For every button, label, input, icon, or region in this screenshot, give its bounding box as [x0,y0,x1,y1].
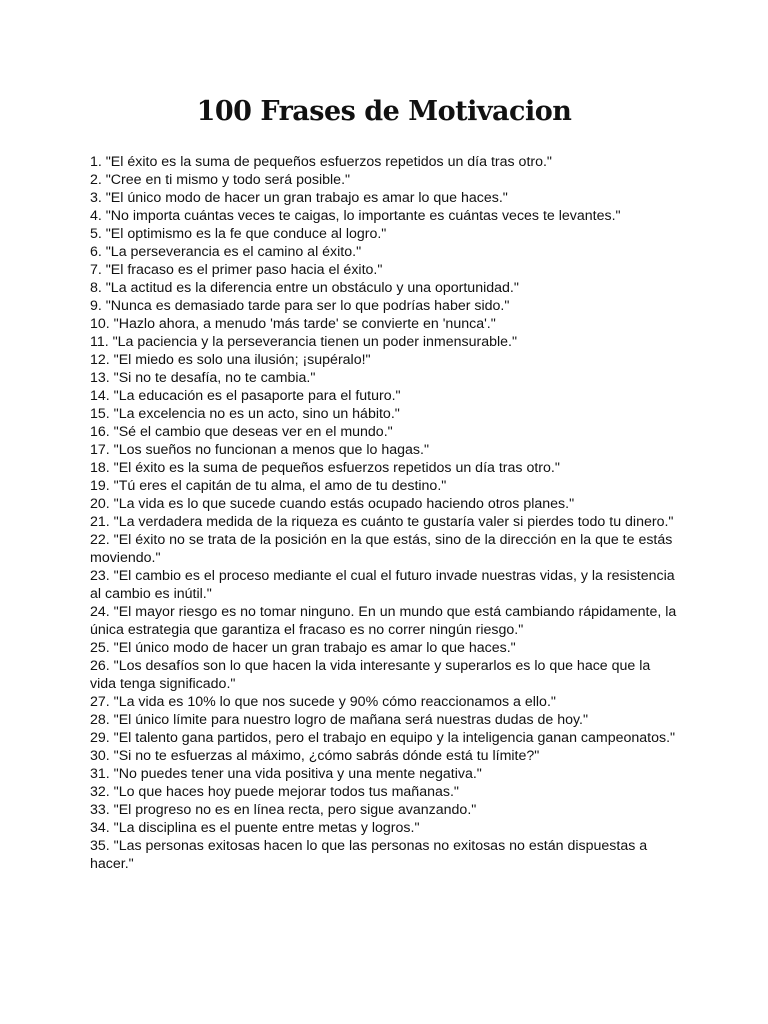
quote-item: 18. "El éxito es la suma de pequeños esfuerzos repetidos un día tras otro." [90,460,560,476]
quote-item: 12. "El miedo es solo una ilusión; ¡supéralo!" [90,352,371,368]
quote-item: 1. "El éxito es la suma de pequeños esfuerzos repetidos un día tras otro." [90,154,552,170]
quote-item: 29. "El talento gana partidos, pero el trabajo en equipo y la inteligencia ganan campeonatos." [90,730,676,746]
quote-item: 7. "El fracaso es el primer paso hacia el éxito." [90,262,383,278]
quote-item: 16. "Sé el cambio que deseas ver en el mundo." [90,424,393,440]
quote-item: 19. "Tú eres el capitán de tu alma, el amo de tu destino." [90,478,447,494]
quote-item: 27. "La vida es 10% lo que nos sucede y 90% cómo reaccionamos a ello." [90,694,556,710]
quote-item: 17. "Los sueños no funcionan a menos que lo hagas." [90,442,429,458]
quote-item: 31. "No puedes tener una vida positiva y una mente negativa." [90,766,482,782]
quote-item: 34. "La disciplina es el puente entre metas y logros." [90,820,420,836]
quote-item: 2. "Cree en ti mismo y todo será posible." [90,172,351,188]
quote-item: 4. "No importa cuántas veces te caigas, lo importante es cuántas veces te levantes." [90,208,621,224]
quote-list [90,153,680,873]
quote-item: 20. "La vida es lo que sucede cuando estás ocupado haciendo otros planes." [90,496,575,512]
quote-item: 14. "La educación es el pasaporte para el futuro." [90,388,401,404]
quote-item: 32. "Lo que haces hoy puede mejorar todos tus mañanas." [90,784,459,800]
quote-item: 13. "Si no te desafía, no te cambia." [90,370,316,386]
quote-item: 35. "Las personas exitosas hacen lo que las personas no exitosas no están dispuestas a hacer." [90,838,648,872]
quote-item: 24. "El mayor riesgo es no tomar ninguno. En un mundo que está cambiando rápidamente, la única estrategia que garantiza el fracaso es no correr ningún riesgo." [90,604,677,638]
quote-item: 25. "El único modo de hacer un gran trabajo es amar lo que haces." [90,640,516,656]
quote-item: 33. "El progreso no es en línea recta, pero sigue avanzando." [90,802,477,818]
quote-item: 21. "La verdadera medida de la riqueza es cuánto te gustaría valer si pierdes todo tu dinero." [90,514,674,530]
quote-item: 5. "El optimismo es la fe que conduce al logro." [90,226,387,242]
quote-item: 28. "El único límite para nuestro logro de mañana será nuestras dudas de hoy." [90,712,588,728]
quote-item: 3. "El único modo de hacer un gran trabajo es amar lo que haces." [90,190,508,206]
quote-item: 15. "La excelencia no es un acto, sino un hábito." [90,406,400,422]
quote-item: 11. "La paciencia y la perseverancia tienen un poder inmensurable." [90,334,518,350]
quote-item: 10. "Hazlo ahora, a menudo 'más tarde' se convierte en 'nunca'." [90,316,496,332]
quote-item: 9. "Nunca es demasiado tarde para ser lo que podrías haber sido." [90,298,510,314]
quote-item: 30. "Si no te esfuerzas al máximo, ¿cómo sabrás dónde está tu límite?" [90,748,540,764]
quote-item: 22. "El éxito no se trata de la posición en la que estás, sino de la dirección en la que te estás moviendo." [90,532,673,566]
quote-item: 8. "La actitud es la diferencia entre un obstáculo y una oportunidad." [90,280,519,296]
quote-item: 6. "La perseverancia es el camino al éxito." [90,244,362,260]
page-title: 100 Frases de Motivacion [196,96,572,127]
quote-item: 23. "El cambio es el proceso mediante el cual el futuro invade nuestras vidas, y la resistencia al cambio es inútil." [90,568,675,602]
quote-item: 26. "Los desafíos son lo que hacen la vida interesante y superarlos es lo que hace que la vida tenga significado." [90,658,651,692]
